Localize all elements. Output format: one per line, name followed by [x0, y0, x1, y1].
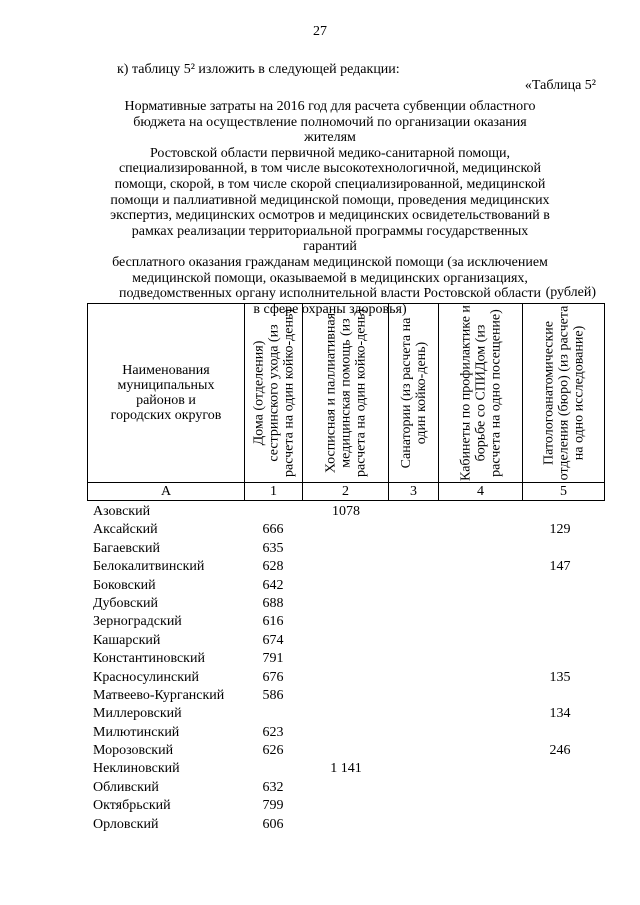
cell-municipality: Кашарский	[93, 632, 161, 648]
title-line: специализированной, в том числе высокотехнологичной, медицинской	[118, 161, 542, 177]
table-row	[0, 503, 640, 521]
cell-nursing: 623	[262, 724, 284, 740]
table-row	[0, 595, 640, 613]
col-number-1: 1	[245, 483, 303, 501]
table-row	[0, 632, 640, 650]
table-row	[0, 669, 640, 687]
title-line: бюджета на осуществление полномочий по организации оказания жителям	[133, 114, 527, 146]
header-sanatorium-text: Санатории (из расчета на один койко-день)	[398, 317, 429, 469]
cell-municipality: Октябрьский	[93, 798, 171, 814]
title-line: медицинской помощи, оказываемой в медицинских организациях,	[132, 270, 528, 286]
table-row	[0, 779, 640, 797]
cell-municipality: Боковский	[93, 577, 156, 593]
title-line: Нормативные затраты на 2016 год для расчета субвенции областного	[124, 99, 536, 114]
cell-municipality: Морозовский	[93, 743, 174, 759]
cell-nursing: 628	[262, 559, 284, 575]
cell-nursing: 635	[262, 540, 284, 556]
table-row	[0, 742, 640, 760]
page-number: 27	[313, 24, 327, 39]
cell-municipality: Константиновский	[93, 651, 205, 667]
cell-municipality: Азовский	[93, 504, 151, 519]
table-row	[0, 650, 640, 668]
units-label: (рублей)	[545, 285, 596, 300]
table-row	[0, 760, 640, 778]
title-line: в сфере охраны здоровья)	[253, 301, 407, 317]
col-number-3: 3	[389, 483, 439, 501]
cell-pathology: 147	[549, 559, 571, 575]
document-title	[108, 99, 552, 317]
table-body	[0, 503, 640, 834]
header-aids-text: Кабинеты по профилактике и борьбе со СПИДом (из расчета на одно посещение)	[458, 305, 503, 481]
cell-hospice: 1 141	[330, 761, 362, 777]
header-municipality	[88, 304, 245, 483]
col-number-a: А	[88, 483, 245, 501]
cell-municipality: Матвеево-Курганский	[93, 687, 225, 703]
cell-municipality: Орловский	[93, 816, 159, 832]
cell-nursing: 676	[262, 669, 284, 685]
cell-municipality: Миллеровский	[93, 706, 182, 722]
header-pathology	[523, 304, 605, 483]
title-line: Ростовской области первичной медико-санитарной помощи,	[149, 145, 511, 161]
table-row	[0, 816, 640, 834]
table-row	[0, 521, 640, 539]
cell-nursing: 626	[262, 743, 284, 759]
header-nursing	[245, 304, 303, 483]
cell-nursing: 632	[262, 779, 284, 795]
cell-municipality: Обливский	[93, 779, 159, 795]
cell-nursing: 616	[262, 614, 284, 630]
title-line: бесплатного оказания гражданам медицинской помощи (за исключением	[112, 254, 548, 270]
cell-nursing: 791	[262, 651, 284, 667]
title-line: помощи, скорой, в том числе скорой специализированной, медицинской	[114, 176, 546, 192]
table-row	[0, 724, 640, 742]
title-line: рамках реализации территориальной программы государственных гарантий	[131, 223, 529, 255]
cell-nursing: 586	[262, 687, 284, 703]
cell-municipality: Милютинский	[93, 724, 180, 740]
header-hospice	[303, 304, 389, 483]
title-line: помощи и паллиативной медицинской помощи, проведения медицинских	[110, 192, 550, 208]
cell-municipality: Зерноградский	[93, 614, 182, 630]
cell-nursing: 799	[262, 798, 284, 814]
cell-municipality: Дубовский	[93, 595, 159, 611]
cell-hospice: 1078	[332, 504, 360, 519]
cell-municipality: Белокалитвинский	[93, 559, 205, 575]
cell-nursing: 666	[262, 522, 284, 538]
cell-pathology: 129	[549, 522, 571, 538]
table-row	[0, 613, 640, 631]
cell-municipality: Аксайский	[93, 522, 158, 538]
table-row	[0, 558, 640, 576]
title-line: экспертиз, медицинских осмотров и медицинских освидетельствований в	[110, 208, 550, 224]
cell-pathology: 134	[549, 706, 571, 722]
col-number-5: 5	[523, 483, 605, 501]
header-nursing-text: Дома (отделения) сестринского ухода (из расчета на один койко-день)	[251, 308, 296, 478]
table-row	[0, 797, 640, 815]
cell-municipality: Багаевский	[93, 540, 160, 556]
intro-text: к) таблицу 5² изложить в следующей редакции:	[117, 62, 400, 77]
cell-nursing: 606	[262, 816, 284, 832]
title-line: подведомственных органу исполнительной власти Ростовской области	[118, 286, 542, 302]
table-row	[0, 540, 640, 558]
table-row	[0, 687, 640, 705]
cell-pathology: 135	[549, 669, 571, 685]
col-number-2: 2	[303, 483, 389, 501]
header-municipality-text: Наименования муниципальных районов и городских округов	[110, 363, 222, 423]
cell-nursing: 674	[262, 632, 284, 648]
table-row	[0, 577, 640, 595]
cell-nursing: 642	[262, 577, 284, 593]
cell-pathology: 246	[549, 743, 571, 759]
cell-municipality: Красносулинский	[93, 669, 199, 685]
header-sanatorium	[389, 304, 439, 483]
header-hospice-text: Хосписная и паллиативная медицинская помощь (из расчета на один койко-день)	[323, 308, 368, 478]
cell-nursing: 688	[262, 595, 284, 611]
table-label: «Таблица 5²	[524, 78, 596, 93]
table-header	[87, 303, 605, 501]
col-number-4: 4	[439, 483, 523, 501]
table-row	[0, 705, 640, 723]
cell-municipality: Неклиновский	[93, 761, 180, 777]
header-pathology-text: Патологоанатомические отделения (бюро) (из расчета на одно исследование)	[541, 305, 586, 481]
header-aids	[439, 304, 523, 483]
